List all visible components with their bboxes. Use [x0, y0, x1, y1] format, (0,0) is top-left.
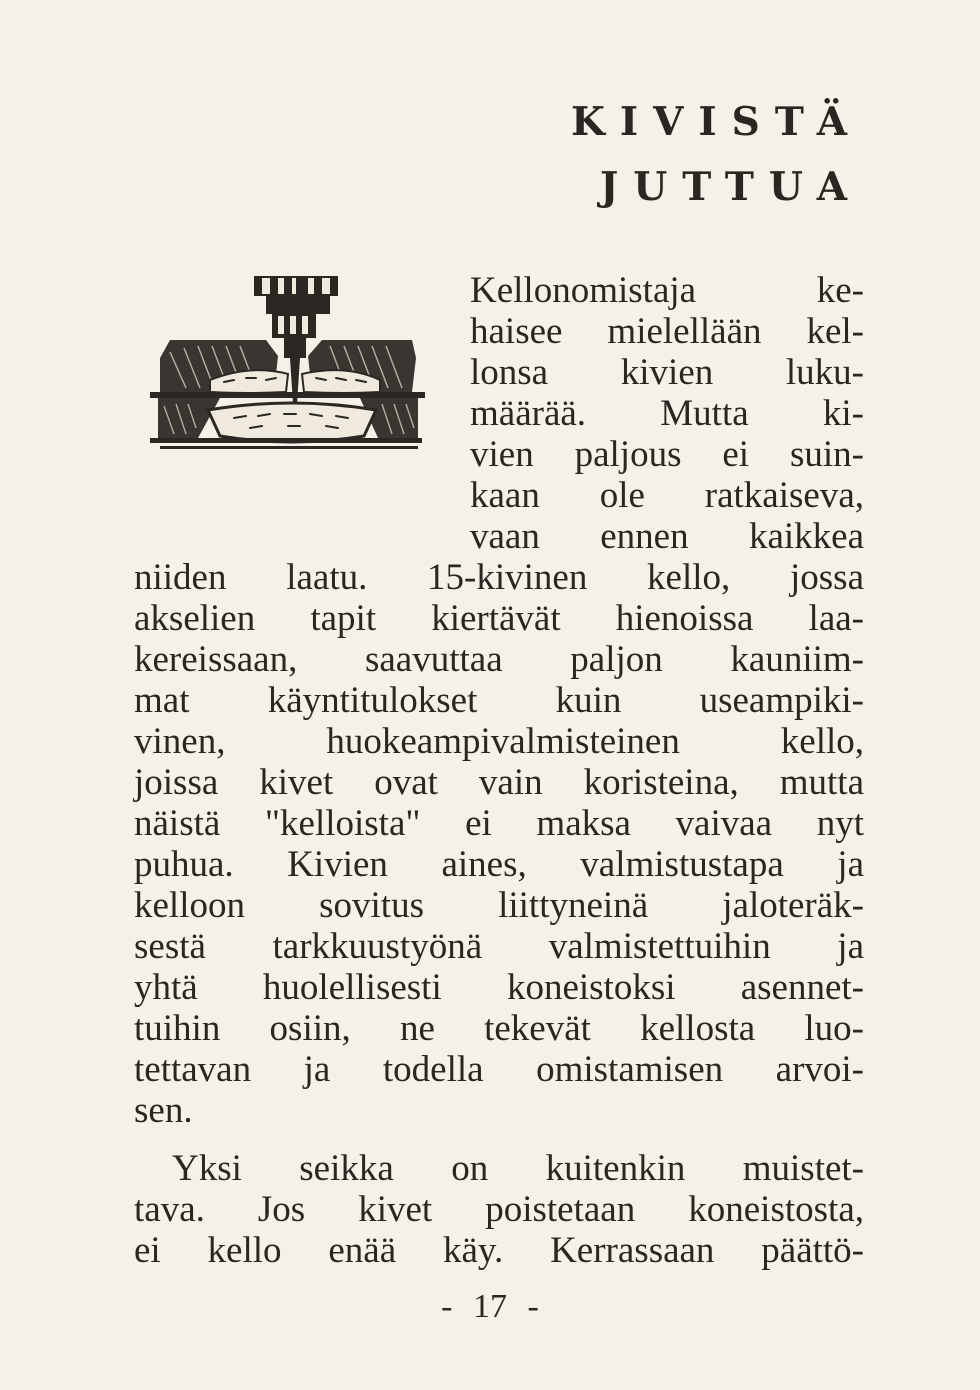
text-line: sestä tarkkuustyönä valmistettuihin ja — [134, 926, 864, 967]
text-line: puhua. Kivien aines, valmistustapa ja — [134, 844, 864, 885]
text-line: vaan ennen kaikkea — [470, 516, 864, 557]
text-line: haisee mielellään kel- — [470, 311, 864, 352]
text-line: sen. — [134, 1090, 193, 1131]
heading-line-2: JUTTUA — [599, 164, 862, 210]
text-line: kaan ole ratkaiseva, — [470, 475, 864, 516]
watch-jewel-bearing-icon — [150, 268, 425, 464]
text-line: tuihin osiin, ne tekevät kellosta luo- — [134, 1008, 864, 1049]
text-line: tettavan ja todella omistamisen arvoi- — [134, 1049, 864, 1090]
text-line: vien paljous ei suin- — [470, 434, 864, 475]
text-line: kelloon sovitus liittyneinä jaloteräk- — [134, 885, 864, 926]
text-line: Kellonomistaja ke- — [470, 270, 864, 311]
text-line: vinen, huokeampivalmisteinen kello, — [134, 721, 864, 762]
text-line: määrää. Mutta ki- — [470, 393, 864, 434]
text-line: näistä "kelloista" ei maksa vaivaa nyt — [134, 803, 864, 844]
page-number: - 17 - — [441, 1288, 539, 1325]
text-line: kereissaan, saavuttaa paljon kauniim- — [134, 639, 864, 680]
text-line: lonsa kivien luku- — [470, 352, 864, 393]
text-line: Yksi seikka on kuitenkin muistet- — [172, 1148, 864, 1189]
heading-line-1: KIVISTÄ — [571, 99, 862, 145]
text-line: mat käyntitulokset kuin useampiki- — [134, 680, 864, 721]
text-line: joissa kivet ovat vain koristeina, mutta — [134, 762, 864, 803]
text-line: yhtä huolellisesti koneistoksi asennet- — [134, 967, 864, 1008]
text-line: akselien tapit kiertävät hienoissa laa- — [134, 598, 864, 639]
text-line: niiden laatu. 15-kivinen kello, jossa — [134, 557, 864, 598]
text-line: tava. Jos kivet poistetaan koneistosta, — [134, 1189, 864, 1230]
text-line: ei kello enää käy. Kerrassaan päättö- — [134, 1230, 864, 1271]
